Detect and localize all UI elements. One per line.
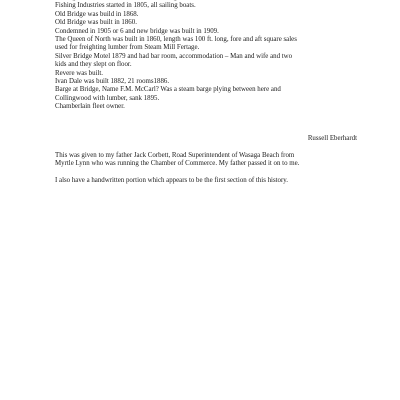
history-line: The Queen of North was built in 1860, length was 100 ft. long, fore and aft square sales — [55, 36, 297, 44]
history-line: Old Bridge was build in 1868. — [55, 10, 139, 18]
history-line: Fishing Industries started in 1805, all sailing boats. — [55, 2, 196, 10]
history-line: Barge at Bridge, Name F.M. McCarl? Was a steam barge plying between here and — [55, 86, 281, 94]
note-line: Myrtle Lynn who was running the Chamber of Commerce. My father passed it on to me. — [55, 160, 300, 168]
closing-line: I also have a handwritten portion which appears to be the first section of this history. — [55, 177, 289, 185]
author-signature: Russell Eberhardt — [307, 135, 357, 142]
history-line: Chamberlain fleet owner. — [55, 103, 125, 111]
history-text — [55, 0, 375, 112]
history-line: used for freighting lumber from Steam Mill Fertage. — [55, 44, 200, 52]
history-line: Silver Bridge Motel 1879 and had bar room, accommodation – Man and wife and two — [55, 52, 293, 60]
note-line: This was given to my father Jack Corbett, Road Superintendent of Wasaga Beach from — [55, 152, 295, 159]
history-line: Collingwood with lumber, sank 1895. — [55, 94, 160, 102]
paragraph-gap — [55, 169, 375, 177]
history-line: Condemned in 1905 or 6 and new bridge was built in 1909. — [55, 27, 219, 35]
history-line: Old Bridge was built in 1860. — [55, 19, 137, 27]
history-line: Ivan Dale was built 1882, 21 rooms1886. — [55, 78, 170, 86]
history-line: Revere was built. — [55, 69, 104, 77]
provenance-note — [55, 152, 375, 186]
history-line: kids and they slept on floor. — [55, 61, 132, 69]
